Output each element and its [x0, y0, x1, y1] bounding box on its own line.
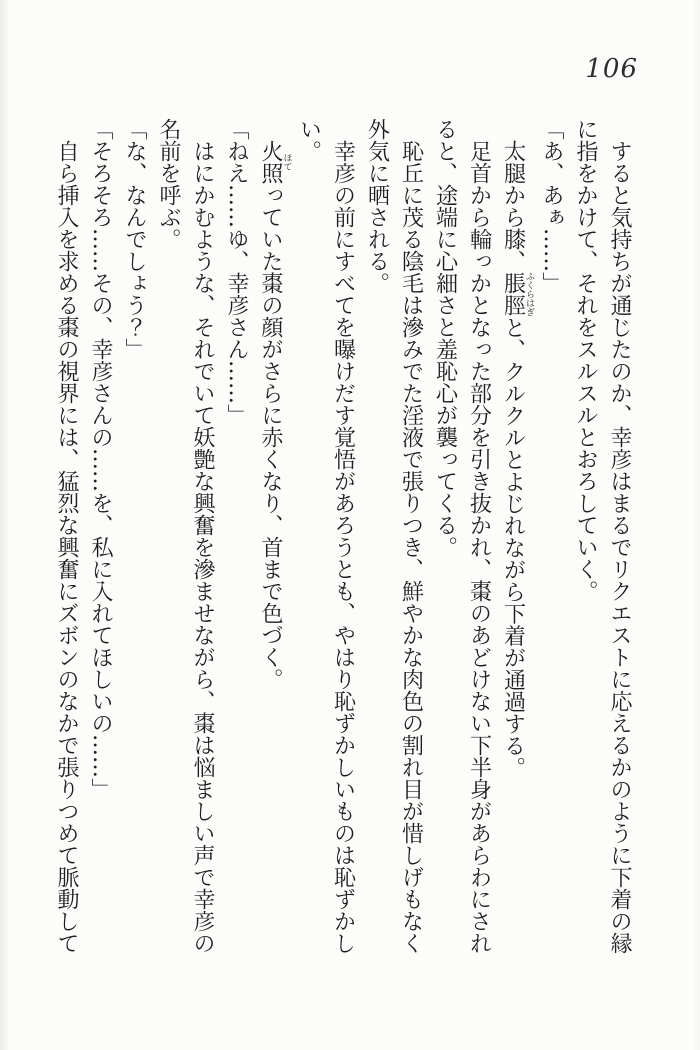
page-edge-shadow-left: [0, 0, 10, 1050]
page-number: 106: [585, 54, 638, 84]
page-edge-shadow-right: [692, 0, 700, 1050]
narration-paragraph: すると気持ちが通じたのか、幸彦はまるでリクエストに応えるかのように下着の縁に指をかけて、それをスルスルとおろしていく。: [573, 118, 632, 954]
narration-paragraph: はにかむような、それでいて妖艶な興奮を滲ませながら、棗は悩ましい声で幸彦の名前を呼ぶ。: [156, 118, 215, 954]
furigana-annotated-word: 火照ほて: [258, 140, 292, 184]
narration-paragraph: 足首から輪っかとなった部分を引き抜かれ、棗のあどけない下半身があらわにされると、途端に心細さと羞恥心が襲ってくる。: [432, 118, 492, 954]
narration-paragraph: 恥丘に茂る陰毛は滲みでた淫液で張りつき、鮮やかな肉色の割れ目が惜しげもなく外気に晒される。: [364, 118, 424, 954]
narration-paragraph: 幸彦の前にすべてを曝けだす覚悟があろうとも、やはり恥ずかしいものは恥ずかしい。: [296, 118, 356, 954]
dialogue-paragraph: 「な、なんでしょう？」: [122, 118, 147, 360]
narration-paragraph: 火照ほてっていた棗の顔がさらに赤くなり、首まで色づく。: [258, 140, 292, 690]
dialogue-paragraph: 「あ、あぁ……」: [539, 118, 564, 294]
dialogue-paragraph: 「そろそろ……その、幸彦さんの……を、私に入れてほしいの……」: [88, 118, 113, 800]
narration-paragraph: 太腿から膝、脹脛ふくらはぎと、クルクルとよじれながら下着が通過する。: [500, 140, 534, 779]
vertical-text-block: [54, 118, 636, 958]
dialogue-paragraph: 「ねえ……ゆ、幸彦さん……」: [224, 118, 249, 426]
furigana-annotated-word: 脹脛ふくらはぎ: [500, 271, 534, 317]
narration-paragraph: 自ら挿入を求める棗の視界には、猛烈な興奮にズボンのなかで張りつめて脈動して: [54, 140, 79, 954]
